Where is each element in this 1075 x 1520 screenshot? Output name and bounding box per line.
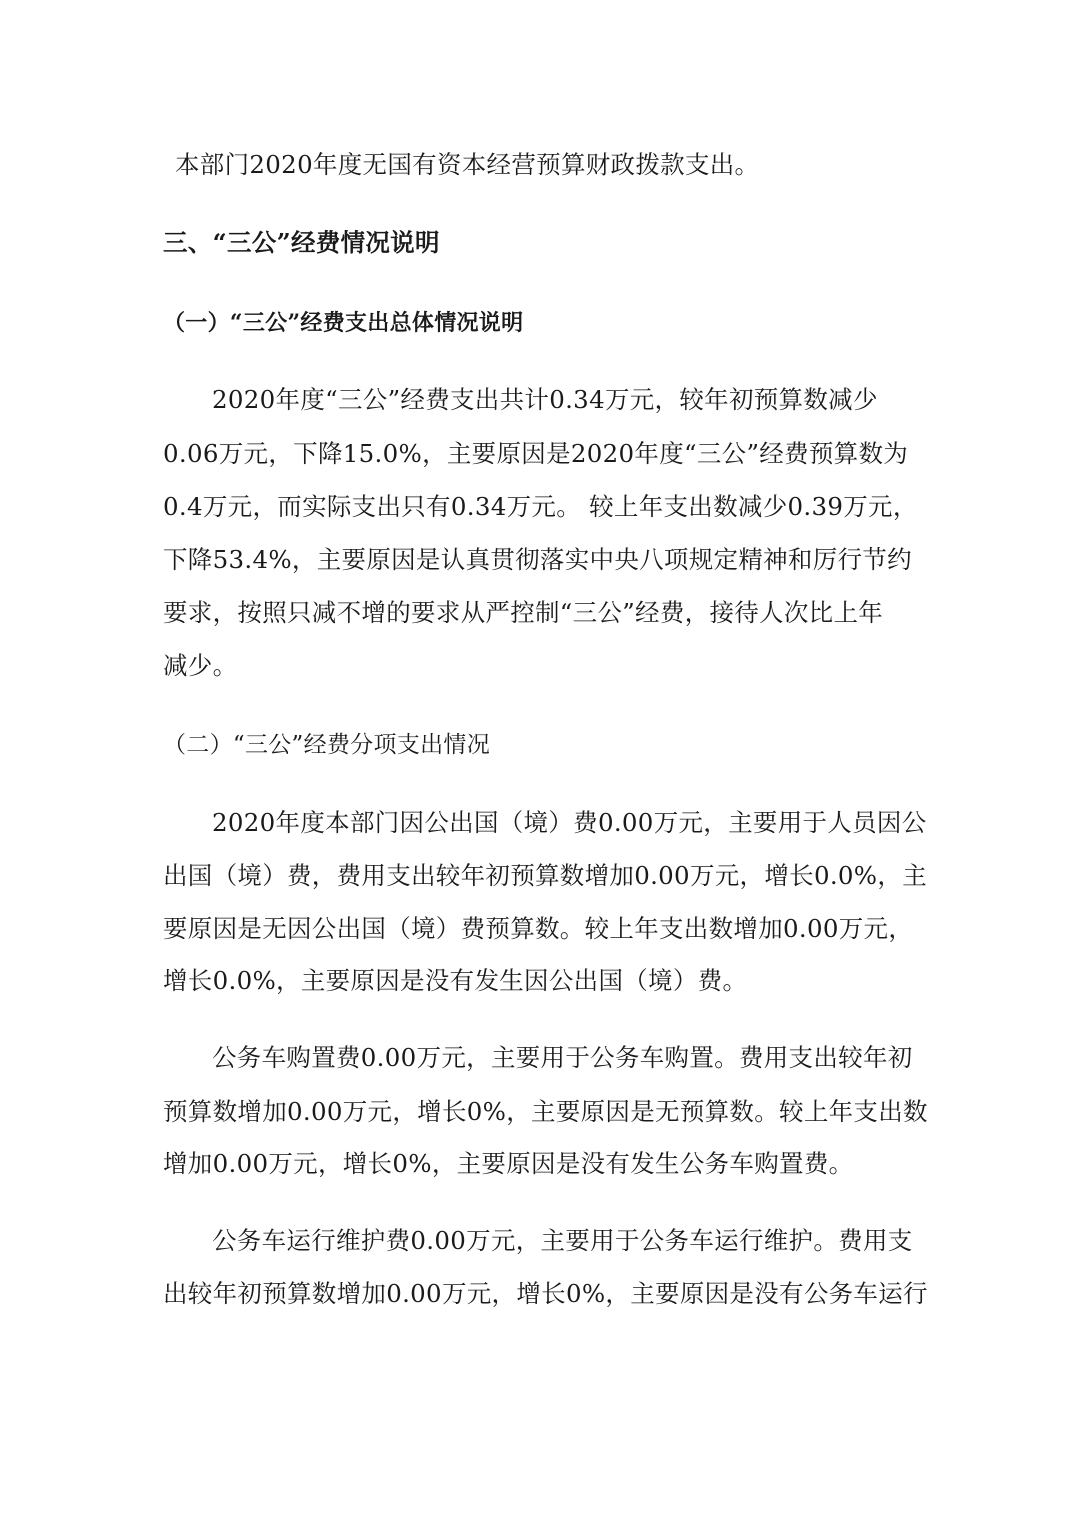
paragraph-line: 减少。 xyxy=(163,651,238,680)
paragraph-line: 出国（境）费，费用支出较年初预算数增加0.00万元，增长0.0%，主 xyxy=(163,861,927,890)
paragraph-line: 增加0.00万元，增长0%，主要原因是没有发生公务车购置费。 xyxy=(163,1149,854,1178)
paragraph-line: 出较年初预算数增加0.00万元，增长0%，主要原因是没有公务车运行 xyxy=(163,1279,928,1308)
intro-line: 本部门2020年度无国有资本经营预算财政拨款支出。 xyxy=(175,150,760,179)
paragraph-line: 公务车运行维护费0.00万元，主要用于公务车运行维护。费用支 xyxy=(212,1226,913,1255)
paragraph-line: 2020年度本部门因公出国（境）费0.00万元，主要用于人员因公 xyxy=(212,808,927,837)
subsection-heading-overall: （一）“三公”经费支出总体情况说明 xyxy=(163,310,524,336)
paragraph-line: 0.4万元，而实际支出只有0.34万元。 较上年支出数减少0.39万元， xyxy=(163,492,918,521)
paragraph-line: 下降53.4%，主要原因是认真贯彻落实中央八项规定精神和厉行节约 xyxy=(163,545,912,574)
paragraph-line: 要求，按照只减不增的要求从严控制“三公”经费，接待人次比上年 xyxy=(163,598,884,627)
section-heading: 三、“三公”经费情况说明 xyxy=(163,228,440,257)
subsection-heading-itemized: （二）“三公”经费分项支出情况 xyxy=(163,732,491,758)
paragraph-line: 要原因是无因公出国（境）费预算数。较上年支出数增加0.00万元， xyxy=(163,914,914,943)
paragraph-line: 2020年度“三公”经费支出共计0.34万元，较年初预算数减少 xyxy=(212,385,878,414)
paragraph-line: 预算数增加0.00万元，增长0%，主要原因是无预算数。较上年支出数 xyxy=(163,1097,928,1126)
paragraph-line: 0.06万元，下降15.0%，主要原因是2020年度“三公”经费预算数为 xyxy=(163,439,909,468)
paragraph-line: 增长0.0%，主要原因是没有发生因公出国（境）费。 xyxy=(163,966,748,995)
paragraph-line: 公务车购置费0.00万元，主要用于公务车购置。费用支出较年初 xyxy=(212,1043,913,1072)
